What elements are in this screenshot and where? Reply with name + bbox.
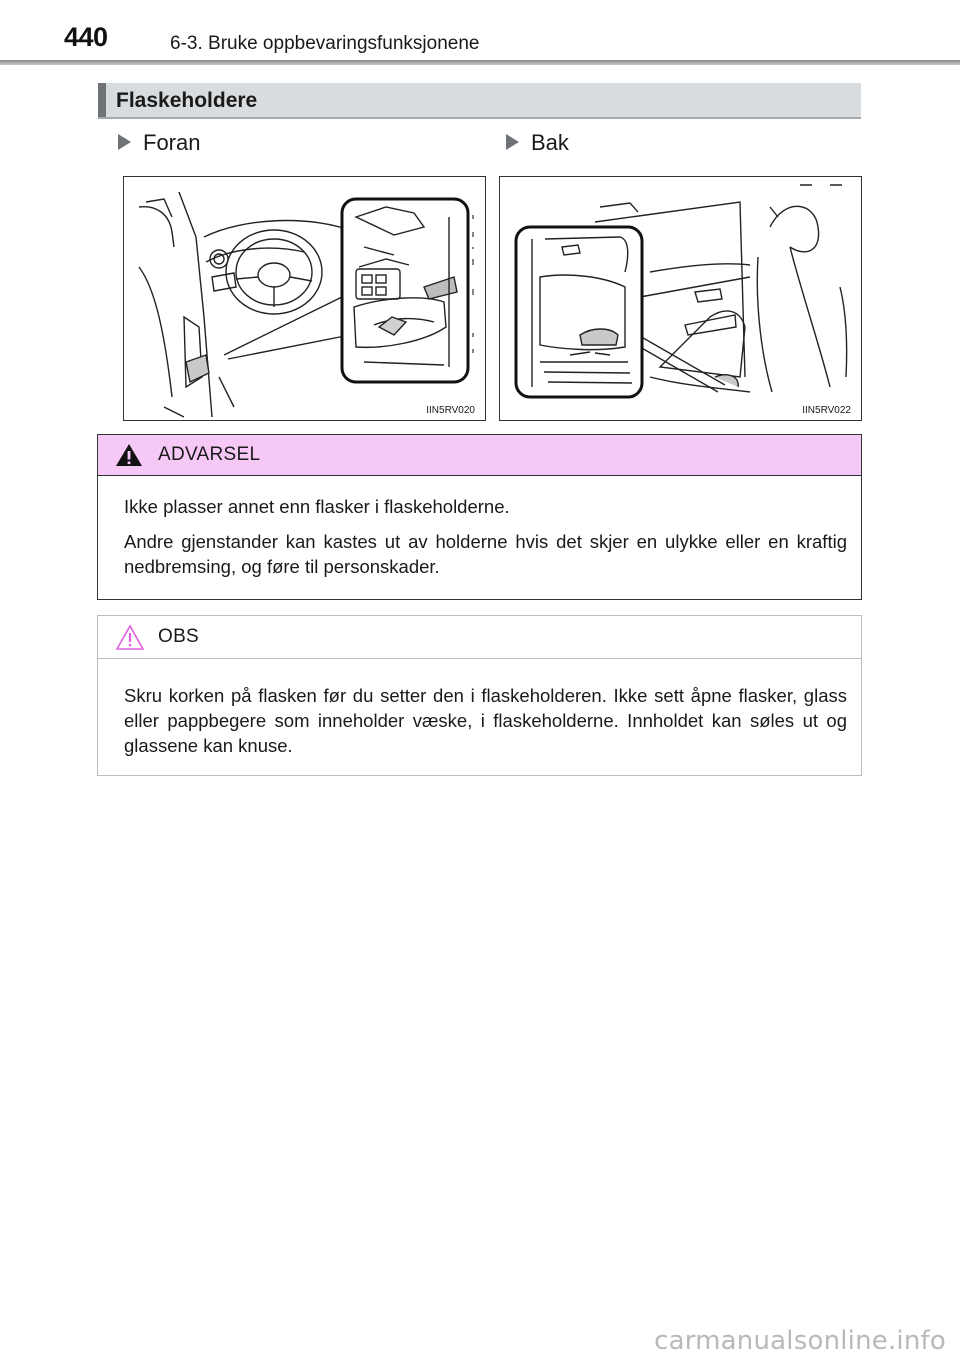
- rear-label: [506, 130, 569, 156]
- section-heading: [98, 83, 861, 119]
- chapter-title: 6-3. Bruke oppbevaringsfunksjonene: [170, 33, 480, 54]
- header-divider: [0, 60, 960, 65]
- rear-cup-holder-illustration: [499, 176, 862, 421]
- warning-paragraph: Andre gjenstander kan kastes ut av holderne hvis det skjer en ulykke eller en kraftig nedbremsing, og føre til personskader.: [124, 531, 847, 577]
- front-label-text: Foran: [143, 130, 201, 155]
- warning-body: [98, 476, 861, 579]
- warning-box: [97, 434, 862, 600]
- notice-title: OBS: [158, 626, 200, 647]
- front-figure-code: IIN5RV020: [426, 405, 475, 416]
- caution-outline-triangle-icon: [115, 624, 145, 656]
- warning-title: ADVARSEL: [158, 444, 261, 465]
- section-title: Flaskeholdere: [116, 89, 258, 112]
- rear-label-text: Bak: [531, 130, 569, 155]
- watermark: carmanualsonline.info: [654, 1326, 946, 1356]
- section-heading-bar: [98, 83, 106, 117]
- rear-figure-code: IIN5RV022: [802, 405, 851, 416]
- front-door-drawing: [124, 177, 486, 421]
- warning-triangle-icon: [115, 443, 143, 472]
- notice-header: [98, 616, 861, 659]
- triangle-bullet-icon: [506, 130, 519, 156]
- front-label: [118, 130, 200, 156]
- page-header: [0, 0, 960, 66]
- warning-paragraph: Ikke plasser annet enn flasker i flaskeholderne.: [124, 496, 510, 517]
- front-cup-holder-illustration: [123, 176, 486, 421]
- page-number: 440: [64, 22, 108, 52]
- notice-paragraph: Skru korken på flasken før du setter den i flaskeholderen. Ikke sett åpne flasker, glass eller pappbegere som inneholder væske, i flaskeholderne. Innholdet kan søles ut og glassene kan knuse.: [124, 685, 847, 756]
- triangle-bullet-icon: [118, 130, 131, 156]
- notice-box: [97, 615, 862, 776]
- warning-header: [98, 435, 861, 476]
- rear-door-drawing: [500, 177, 862, 421]
- notice-body: [98, 659, 861, 758]
